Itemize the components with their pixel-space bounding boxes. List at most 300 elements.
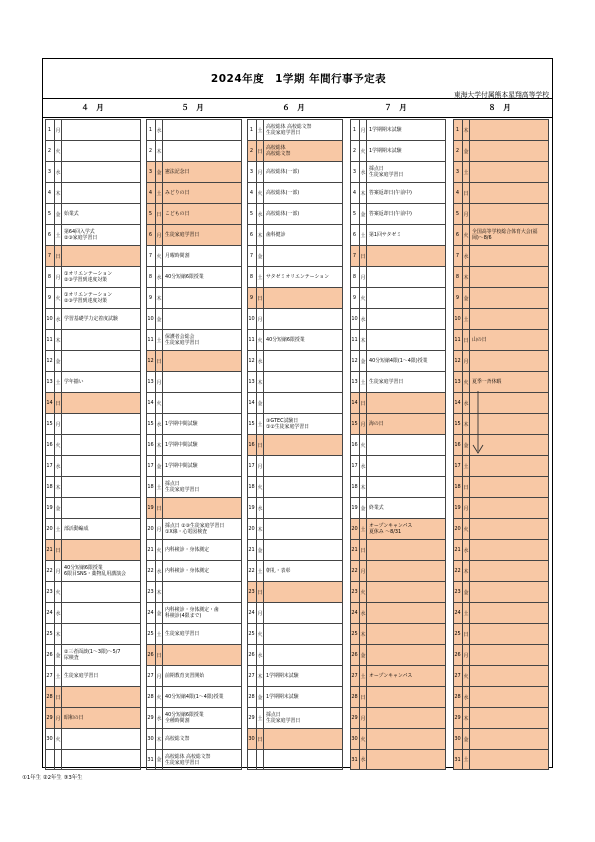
day-row (350, 497, 446, 518)
day-row (45, 224, 141, 245)
event-text (165, 393, 241, 413)
day-number: 12 (350, 351, 360, 371)
day-row (146, 224, 242, 245)
weekday: 日 (463, 624, 470, 644)
event-text (369, 708, 445, 728)
day-number: 20 (247, 519, 257, 539)
day-row (146, 182, 242, 203)
event-text: オープンキャンパス 夏休み 〜8/31 (369, 523, 413, 535)
weekday: 水 (55, 456, 62, 476)
weekday: 土 (156, 624, 163, 644)
event-text: 生徒家庭学習日 (64, 673, 99, 679)
weekday: 金 (257, 393, 264, 413)
day-number: 8 (350, 267, 360, 287)
day-row (350, 266, 446, 287)
event-text (472, 708, 548, 728)
day-row (247, 749, 343, 770)
event-text: 海の日 (369, 421, 384, 427)
event-text (369, 246, 445, 266)
day-number: 28 (247, 687, 257, 707)
event-text: 部活動編成 (64, 526, 89, 532)
weekday: 木 (156, 288, 163, 308)
day-row (146, 203, 242, 224)
day-number: 26 (146, 645, 156, 665)
event-text: 高校総体 高校総文祭 生徒家庭学習日 (165, 753, 211, 766)
weekday: 金 (55, 351, 62, 371)
weekday: 水 (463, 246, 470, 266)
weekday: 木 (360, 330, 367, 350)
day-number: 13 (453, 372, 463, 392)
day-row (247, 518, 343, 539)
weekday: 土 (55, 372, 62, 392)
event-text (472, 477, 548, 497)
weekday: 日 (257, 729, 264, 749)
weekday: 土 (360, 372, 367, 392)
day-row (350, 182, 446, 203)
weekday: 水 (156, 561, 163, 581)
event-text (472, 162, 548, 182)
weekday: 日 (463, 477, 470, 497)
day-row (247, 308, 343, 329)
event-text: 生徒家庭学習日 (165, 232, 200, 238)
event-text: 生徒家庭学習日 (165, 631, 200, 637)
day-row (453, 308, 549, 329)
day-row (247, 665, 343, 686)
day-row (146, 749, 242, 770)
weekday: 金 (55, 498, 62, 518)
weekday: 木 (156, 729, 163, 749)
day-row (247, 392, 343, 413)
event-text (369, 603, 445, 623)
day-number: 5 (146, 204, 156, 224)
event-text (472, 288, 548, 308)
weekday: 金 (55, 204, 62, 224)
day-row (453, 350, 549, 371)
day-number: 22 (247, 561, 257, 581)
day-row (247, 581, 343, 602)
event-text: 高校総体 高校総文祭 (266, 145, 291, 157)
day-row (350, 455, 446, 476)
weekday: 日 (257, 582, 264, 602)
day-row (146, 140, 242, 161)
weekday: 水 (55, 309, 62, 329)
day-number: 31 (146, 750, 156, 769)
day-number: 23 (247, 582, 257, 602)
weekday: 金 (156, 456, 163, 476)
day-row (146, 707, 242, 728)
weekday: 火 (156, 687, 163, 707)
event-text (369, 582, 445, 602)
event-text (266, 750, 342, 769)
day-row (247, 476, 343, 497)
day-number: 29 (146, 708, 156, 728)
event-text (266, 498, 342, 518)
event-text (369, 393, 445, 413)
event-text (472, 456, 548, 476)
event-text: 40分短縮4限(1〜4限)授業 (369, 358, 428, 364)
day-row (45, 329, 141, 350)
day-number: 10 (350, 309, 360, 329)
event-text (64, 120, 140, 140)
weekday: 火 (463, 372, 470, 392)
event-text: ③GTEC試験日 ①②生徒家庭学習日 (266, 418, 310, 430)
day-row (146, 686, 242, 707)
day-row (146, 329, 242, 350)
weekday: 土 (55, 666, 62, 686)
day-row (45, 119, 141, 140)
day-number: 10 (453, 309, 463, 329)
day-row (453, 749, 549, 770)
event-text (64, 183, 140, 203)
weekday: 木 (360, 183, 367, 203)
weekday: 金 (156, 603, 163, 623)
weekday: 水 (257, 204, 264, 224)
event-text (165, 351, 241, 371)
event-text (369, 540, 445, 560)
day-row (45, 455, 141, 476)
day-row (247, 707, 343, 728)
day-number: 12 (146, 351, 156, 371)
day-number: 27 (453, 666, 463, 686)
day-row (146, 644, 242, 665)
day-number: 30 (453, 729, 463, 749)
weekday: 金 (360, 645, 367, 665)
event-text (472, 498, 548, 518)
weekday: 金 (156, 162, 163, 182)
weekday: 土 (257, 708, 264, 728)
day-number: 30 (45, 729, 55, 749)
event-text: 40分短縮6限授業 (165, 274, 204, 280)
day-row (453, 518, 549, 539)
event-text (266, 645, 342, 665)
day-row (247, 686, 343, 707)
day-number: 17 (453, 456, 463, 476)
weekday: 日 (257, 435, 264, 455)
event-text (165, 582, 241, 602)
day-number: 7 (45, 246, 55, 266)
weekday: 水 (257, 498, 264, 518)
weekday: 金 (463, 288, 470, 308)
event-text: 高校総体(一部) (266, 190, 300, 196)
weekday: 日 (55, 687, 62, 707)
day-row (247, 644, 343, 665)
weekday: 火 (156, 393, 163, 413)
weekday: 木 (156, 435, 163, 455)
month-header-jul: ７ 月 (384, 103, 407, 112)
day-number: 7 (247, 246, 257, 266)
day-row (453, 665, 549, 686)
event-text: 1学期期末試験 (266, 673, 299, 679)
weekday: 火 (463, 666, 470, 686)
day-number: 24 (45, 603, 55, 623)
day-row (146, 560, 242, 581)
day-row (45, 686, 141, 707)
day-row (45, 287, 141, 308)
day-number: 11 (453, 330, 463, 350)
event-text (64, 498, 140, 518)
day-row (146, 413, 242, 434)
event-text: 保護者会総会 生徒家庭学習日 (165, 334, 200, 346)
day-row (350, 434, 446, 455)
day-number: 15 (45, 414, 55, 434)
day-row (45, 266, 141, 287)
day-number: 21 (453, 540, 463, 560)
day-number: 24 (350, 603, 360, 623)
event-text: 1学期中間試験 (165, 442, 198, 448)
day-number: 2 (453, 141, 463, 161)
day-number: 27 (350, 666, 360, 686)
day-row (453, 623, 549, 644)
day-row (45, 203, 141, 224)
event-text (165, 288, 241, 308)
day-number: 8 (453, 267, 463, 287)
day-number: 28 (146, 687, 156, 707)
day-number: 9 (146, 288, 156, 308)
day-row (146, 497, 242, 518)
day-row (350, 371, 446, 392)
day-row (350, 581, 446, 602)
weekday: 木 (360, 624, 367, 644)
day-number: 30 (146, 729, 156, 749)
day-number: 3 (146, 162, 156, 182)
event-text (369, 435, 445, 455)
weekday: 月 (156, 666, 163, 686)
event-text (472, 204, 548, 224)
weekday: 土 (360, 519, 367, 539)
day-row (350, 245, 446, 266)
day-number: 19 (453, 498, 463, 518)
event-text: 答案返却日(午前中) (369, 190, 412, 196)
event-text (64, 351, 140, 371)
day-number: 6 (146, 225, 156, 245)
day-row (247, 371, 343, 392)
day-number: 1 (247, 120, 257, 140)
weekday: 日 (156, 204, 163, 224)
day-number: 26 (247, 645, 257, 665)
weekday: 火 (257, 330, 264, 350)
weekday: 火 (360, 582, 367, 602)
event-text (472, 603, 548, 623)
day-row (247, 560, 343, 581)
day-number: 21 (350, 540, 360, 560)
month-header-jun: ６ 月 (282, 103, 305, 112)
day-row (45, 665, 141, 686)
event-text: サタゼミオリエンテーション (266, 274, 330, 280)
day-number: 22 (350, 561, 360, 581)
day-number: 30 (350, 729, 360, 749)
event-text: 1学期期末試験 (266, 694, 299, 700)
event-text (369, 561, 445, 581)
day-number: 3 (453, 162, 463, 182)
weekday: 木 (156, 582, 163, 602)
day-row (247, 203, 343, 224)
day-row (45, 434, 141, 455)
weekday: 火 (257, 477, 264, 497)
day-number: 14 (453, 393, 463, 413)
event-text (64, 750, 140, 769)
weekday: 火 (55, 141, 62, 161)
day-number: 27 (146, 666, 156, 686)
weekday: 日 (55, 393, 62, 413)
school-name: 東海大学付属熊本星翔高等学校 (453, 91, 549, 99)
event-text (472, 666, 548, 686)
day-number: 11 (247, 330, 257, 350)
day-row (453, 539, 549, 560)
weekday: 土 (55, 519, 62, 539)
day-number: 22 (146, 561, 156, 581)
day-number: 3 (350, 162, 360, 182)
event-text (369, 477, 445, 497)
day-row (350, 623, 446, 644)
day-number: 18 (247, 477, 257, 497)
weekday: 月 (55, 267, 62, 287)
event-text (472, 729, 548, 749)
weekday: 水 (463, 540, 470, 560)
day-row (453, 224, 549, 245)
weekday: 水 (257, 645, 264, 665)
day-row (45, 602, 141, 623)
event-text (369, 330, 445, 350)
weekday: 日 (156, 498, 163, 518)
day-number: 16 (45, 435, 55, 455)
event-text (266, 393, 342, 413)
event-text (369, 456, 445, 476)
day-row (146, 371, 242, 392)
event-text (369, 624, 445, 644)
day-number: 16 (453, 435, 463, 455)
weekday: 月 (156, 372, 163, 392)
day-row (45, 308, 141, 329)
day-number: 14 (146, 393, 156, 413)
day-number: 18 (45, 477, 55, 497)
event-text (266, 456, 342, 476)
event-text: 40分短縮4限(1〜4限)授業 (165, 694, 224, 700)
event-text: 全国高等学校総合体育大会(福岡)〜8/6 (472, 229, 538, 241)
weekday: 木 (463, 267, 470, 287)
event-text (472, 351, 548, 371)
day-number: 22 (453, 561, 463, 581)
event-text (266, 372, 342, 392)
day-number: 25 (45, 624, 55, 644)
event-text (369, 750, 445, 769)
weekday: 月 (257, 309, 264, 329)
weekday: 金 (257, 246, 264, 266)
day-row (45, 392, 141, 413)
day-row (146, 602, 242, 623)
day-number: 13 (146, 372, 156, 392)
day-number: 2 (350, 141, 360, 161)
weekday: 火 (55, 435, 62, 455)
weekday: 木 (55, 624, 62, 644)
weekday: 土 (257, 120, 264, 140)
weekday (55, 750, 62, 769)
event-text: 第64回入学式 ②③家庭学習日 (64, 229, 98, 241)
day-row (350, 203, 446, 224)
event-text: 1学期中間試験 (165, 421, 198, 427)
day-row (247, 602, 343, 623)
event-text: 採点日 生徒家庭学習日 (369, 166, 404, 178)
day-row (453, 329, 549, 350)
day-number: 11 (45, 330, 55, 350)
day-row (453, 644, 549, 665)
day-row (146, 308, 242, 329)
day-row (453, 707, 549, 728)
weekday: 火 (55, 729, 62, 749)
event-text (472, 141, 548, 161)
day-row (350, 518, 446, 539)
day-number: 9 (45, 288, 55, 308)
event-text (165, 372, 241, 392)
day-number: 4 (146, 183, 156, 203)
event-text: 歯科健診 (266, 232, 286, 238)
weekday: 金 (156, 750, 163, 769)
day-row (453, 602, 549, 623)
month-header-may: ５ 月 (181, 103, 204, 112)
month-header-apr: ４ 月 (81, 103, 104, 112)
day-row (146, 476, 242, 497)
day-number: 4 (350, 183, 360, 203)
arrow-down-icon (471, 391, 485, 459)
day-number: 1 (350, 120, 360, 140)
event-text (266, 624, 342, 644)
event-text: 第1回サタゼミ (369, 232, 402, 238)
day-row (453, 581, 549, 602)
event-text (266, 540, 342, 560)
weekday: 月 (360, 561, 367, 581)
event-text: 生徒家庭学習日 (369, 379, 404, 385)
day-row (350, 476, 446, 497)
day-row (247, 182, 343, 203)
day-row (350, 602, 446, 623)
event-text: 山の日 (472, 337, 487, 343)
event-text: 学習基礎学力定着度試験 (64, 316, 118, 322)
day-row (247, 497, 343, 518)
day-number: 13 (247, 372, 257, 392)
weekday: 土 (257, 414, 264, 434)
day-number: 23 (45, 582, 55, 602)
event-text (64, 582, 140, 602)
weekday: 日 (55, 540, 62, 560)
day-number: 18 (453, 477, 463, 497)
day-number: 28 (350, 687, 360, 707)
day-number: 10 (247, 309, 257, 329)
day-number: 4 (453, 183, 463, 203)
weekday: 月 (360, 267, 367, 287)
day-row (247, 119, 343, 140)
day-number: 2 (146, 141, 156, 161)
day-number: 8 (45, 267, 55, 287)
event-text (472, 561, 548, 581)
weekday: 日 (360, 393, 367, 413)
day-row (45, 140, 141, 161)
event-text: ②三者面談(1〜3限)〜5/7 尿検査 (64, 649, 121, 661)
weekday: 月 (156, 519, 163, 539)
day-row (45, 350, 141, 371)
weekday: 日 (463, 330, 470, 350)
day-number: 1 (453, 120, 463, 140)
event-text: 40分短縮6限授業 (266, 337, 305, 343)
event-text (369, 645, 445, 665)
day-number: 28 (453, 687, 463, 707)
day-row (453, 140, 549, 161)
day-row (146, 518, 242, 539)
weekday: 月 (257, 603, 264, 623)
weekday: 土 (55, 225, 62, 245)
day-row (45, 476, 141, 497)
weekday: 水 (156, 708, 163, 728)
day-number: 23 (146, 582, 156, 602)
day-number: 20 (453, 519, 463, 539)
